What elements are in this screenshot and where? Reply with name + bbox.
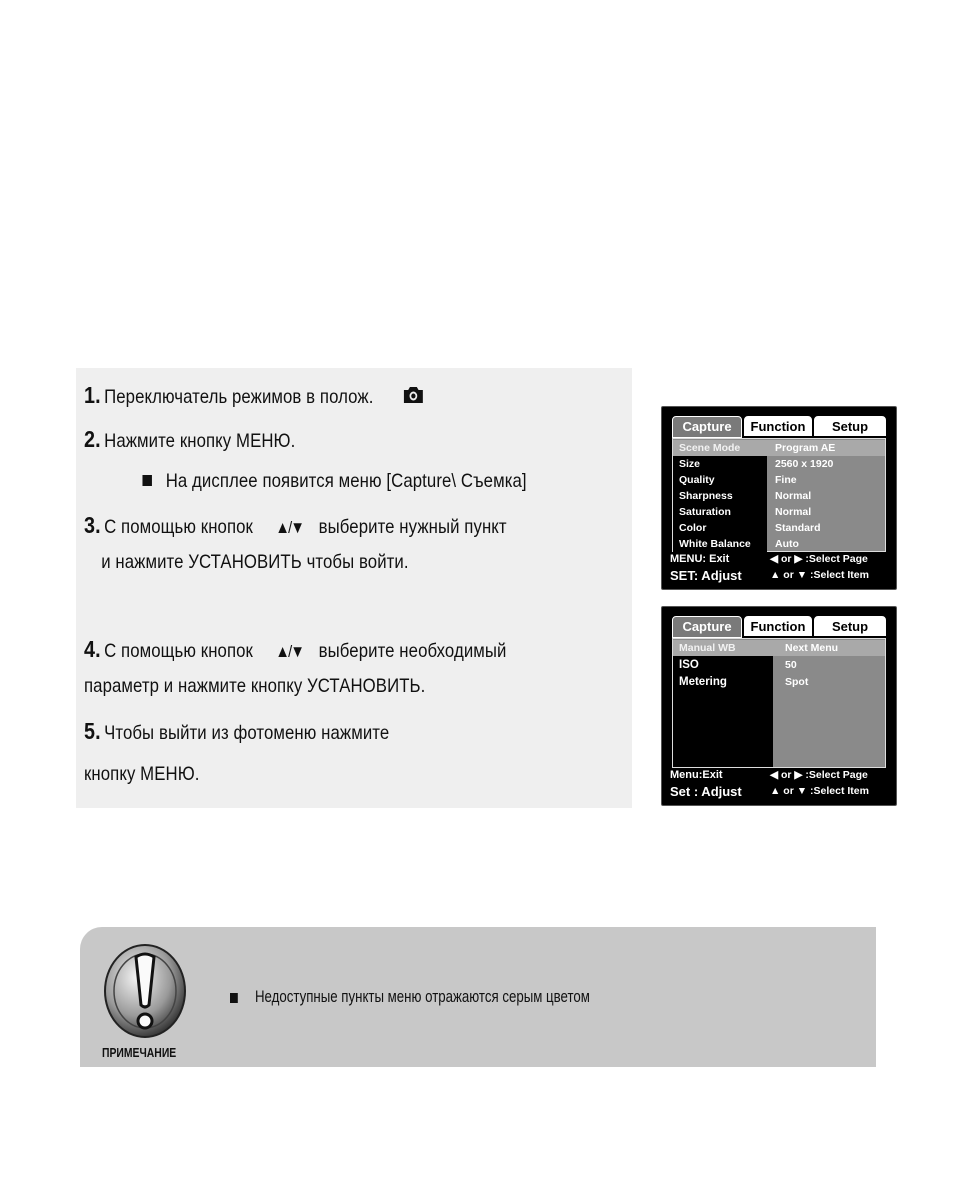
menu-row-value: Normal [775, 506, 812, 518]
step-4 [84, 636, 506, 698]
note-caption: ПРИМЕЧАНИЕ [102, 1045, 177, 1060]
up-down-arrows-icon: ▲/▼ [275, 642, 304, 661]
menu-list [672, 438, 886, 552]
menu-row[interactable] [673, 674, 885, 690]
camera-menu-screen-capture [661, 406, 897, 590]
step-continuation: параметр и нажмите кнопку УСТАНОВИТЬ. [84, 675, 426, 697]
camera-menu-screen-capture-page2 [661, 606, 897, 806]
step-text: С помощью кнопок [104, 516, 253, 538]
step-2 [84, 426, 295, 453]
menu-row-label: Color [673, 520, 767, 536]
menu-row-value: 2560 x 1920 [775, 458, 834, 470]
menu-row-label: Manual WB [679, 642, 736, 654]
menu-row[interactable] [673, 640, 885, 656]
menu-row-value: 50 [785, 659, 797, 671]
up-down-arrows-icon: ▲/▼ [275, 518, 304, 537]
step-3 [84, 512, 507, 574]
menu-list [672, 638, 886, 768]
menu-row[interactable] [673, 657, 885, 673]
set-adjust-hint: Set : Adjust [670, 784, 742, 799]
menu-tabs [672, 416, 886, 438]
instructions-panel [76, 368, 632, 808]
step-2-bullet [84, 470, 527, 493]
menu-row-label: ISO [673, 657, 773, 673]
set-adjust-hint: SET: Adjust [670, 568, 742, 583]
bullet-text: На дисплее появится меню [Capture\ Съемка] [165, 470, 527, 492]
bullet-square-icon [142, 475, 151, 486]
step-text: Чтобы выйти из фотоменю нажмите [104, 722, 390, 744]
menu-row-value: Next Menu [785, 642, 839, 654]
menu-row[interactable] [673, 472, 885, 488]
menu-row-value: Normal [775, 490, 812, 502]
bullet-square-icon [230, 993, 238, 1003]
step-number: 4. [84, 636, 101, 662]
step-number: 1. [84, 382, 101, 408]
note-text: Недоступные пункты меню отражаются серым цветом [254, 987, 590, 1006]
menu-row-value: Spot [785, 676, 809, 688]
camera-icon [402, 385, 424, 411]
step-5 [84, 718, 389, 786]
menu-row-label: Sharpness [673, 488, 767, 504]
menu-exit-hint: MENU: Exit [670, 553, 730, 565]
note-text-line [230, 987, 590, 1007]
step-number: 3. [84, 512, 101, 538]
step-text-after: выберите необходимый [318, 640, 507, 662]
menu-row-label: Size [673, 456, 767, 472]
menu-row-label: White Balance [673, 536, 767, 552]
select-page-hint: ◀ or ▶ :Select Page [770, 769, 868, 781]
menu-tabs [672, 616, 886, 638]
menu-row[interactable] [673, 440, 885, 456]
step-continuation: и нажмите УСТАНОВИТЬ чтобы войти. [101, 551, 409, 573]
menu-row[interactable] [673, 488, 885, 504]
step-text: Нажмите кнопку МЕНЮ. [104, 430, 296, 452]
step-1 [84, 382, 425, 411]
step-text: С помощью кнопок [104, 640, 253, 662]
menu-row[interactable] [673, 456, 885, 472]
step-text-after: выберите нужный пункт [318, 516, 507, 538]
menu-row-label: Saturation [673, 504, 767, 520]
menu-row[interactable] [673, 536, 885, 552]
menu-row-label: Quality [673, 472, 767, 488]
tab-setup[interactable]: Setup [814, 616, 886, 636]
select-item-hint: ▲ or ▼ :Select Item [770, 785, 869, 797]
menu-exit-hint: Menu:Exit [670, 769, 723, 781]
menu-row-value: Auto [775, 538, 799, 550]
step-text: Переключатель режимов в полож. [104, 386, 374, 408]
menu-row-value: Standard [775, 522, 821, 534]
exclamation-icon [102, 941, 188, 1046]
tab-capture[interactable]: Capture [672, 416, 742, 438]
menu-row-label: Scene Mode [679, 442, 741, 454]
menu-row-value: Fine [775, 474, 797, 486]
select-page-hint: ◀ or ▶ :Select Page [770, 553, 868, 565]
menu-row-label: Metering [673, 674, 773, 690]
select-item-hint: ▲ or ▼ :Select Item [770, 569, 869, 581]
tab-setup[interactable]: Setup [814, 416, 886, 436]
menu-row[interactable] [673, 504, 885, 520]
step-number: 2. [84, 426, 101, 452]
step-number: 5. [84, 718, 101, 744]
note-box [80, 927, 876, 1067]
menu-row[interactable] [673, 520, 885, 536]
menu-row-value: Program AE [775, 442, 836, 454]
step-continuation: кнопку МЕНЮ. [84, 763, 200, 785]
tab-capture[interactable]: Capture [672, 616, 742, 638]
tab-function[interactable]: Function [744, 416, 812, 436]
tab-function[interactable]: Function [744, 616, 812, 636]
